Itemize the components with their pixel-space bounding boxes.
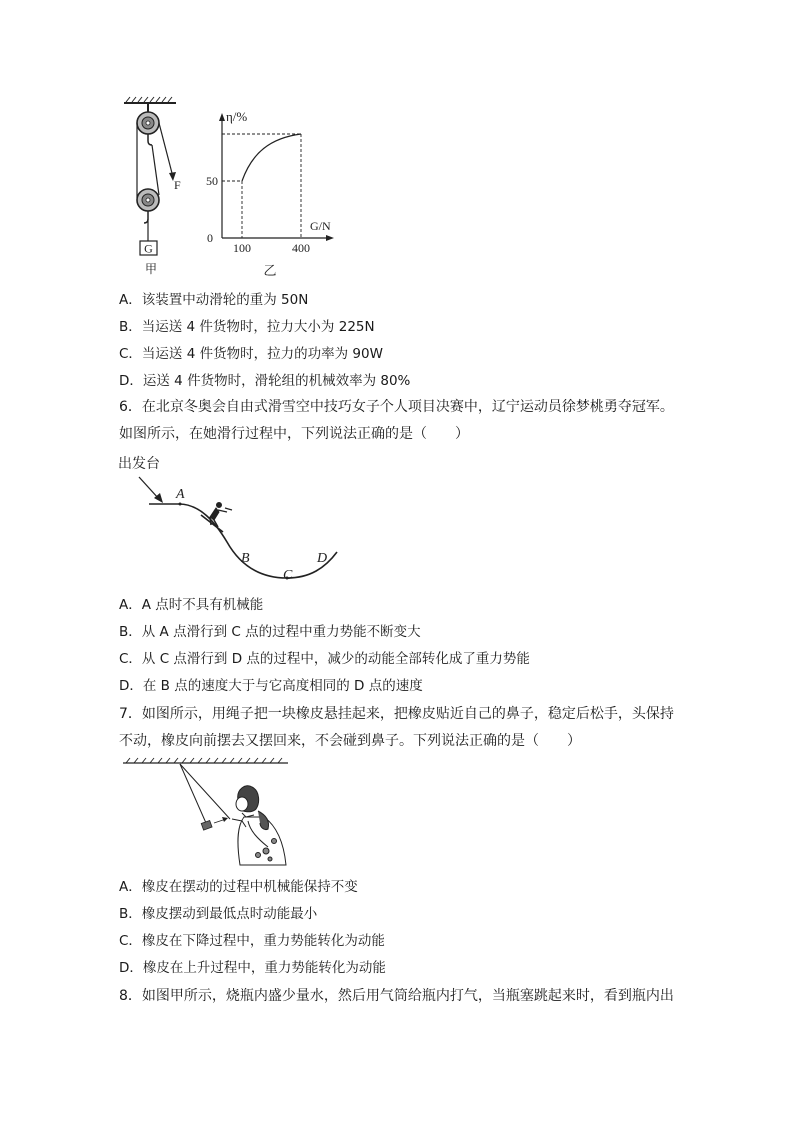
- figure-caption-yi: 乙: [263, 263, 277, 278]
- pendulum-figure: [118, 755, 293, 870]
- girl-figure: [232, 786, 286, 865]
- start-platform-label: 出发台: [118, 456, 160, 472]
- ski-track: [149, 504, 337, 578]
- q5-option-d: D．运送 4 件货物时，滑轮组的机械效率为 80%: [119, 373, 411, 389]
- point-d-label: D: [317, 551, 328, 566]
- q6-stem-line1: 6．在北京冬奥会自由式滑雪空中技巧女子个人项目决赛中，辽宁运动员徐梦桃勇夺冠军。: [119, 399, 674, 415]
- q7-option-b: B．橡皮摆动到最低点时动能最小: [119, 906, 318, 922]
- weight-label: G: [144, 241, 153, 256]
- q6-option-a: A．A 点时不具有机械能: [119, 597, 264, 613]
- graph-y-tick-50: 50: [206, 174, 218, 188]
- ski-track-figure: [115, 450, 355, 590]
- q7-option-d: D．橡皮在上升过程中，重力势能转化为动能: [119, 960, 386, 976]
- figure-caption-jia: 甲: [144, 262, 158, 276]
- graph-x-tick-400: 400: [292, 241, 310, 255]
- q5-option-b: B．当运送 4 件货物时，拉力大小为 225N: [119, 319, 375, 335]
- q6-option-b: B．从 A 点滑行到 C 点的过程中重力势能不断变大: [119, 624, 421, 640]
- q7-stem-line2: 不动，橡皮向前摆去又摆回来，不会碰到鼻子。下列说法正确的是（ ）: [119, 733, 581, 749]
- q6-option-c: C．从 C 点滑行到 D 点的过程中，减少的动能全部转化成了重力势能: [119, 651, 530, 667]
- q5-option-c: C．当运送 4 件货物时，拉力的功率为 90W: [119, 346, 383, 362]
- q7-option-c: C．橡皮在下降过程中，重力势能转化为动能: [119, 933, 385, 949]
- point-c-label: C: [283, 568, 293, 583]
- force-label: F: [174, 178, 181, 192]
- pulley-figure: [118, 95, 198, 280]
- skier-figure: [201, 503, 232, 533]
- point-b-label: B: [241, 551, 250, 566]
- q6-option-d: D．在 B 点的速度大于与它高度相同的 D 点的速度: [119, 678, 423, 694]
- q7-option-a: A．橡皮在摆动的过程中机械能保持不变: [119, 879, 358, 895]
- q8-stem-line1: 8．如图甲所示，烧瓶内盛少量水，然后用气筒给瓶内打气，当瓶塞跳起来时，看到瓶内出: [119, 988, 674, 1004]
- point-a-label: A: [176, 487, 185, 502]
- graph-y-label: η/%: [226, 109, 248, 124]
- graph-x-tick-100: 100: [233, 241, 251, 255]
- q6-stem-line2: 如图所示，在她滑行过程中，下列说法正确的是（ ）: [119, 426, 469, 442]
- q5-option-a: A．该装置中动滑轮的重为 50N: [119, 292, 309, 308]
- efficiency-graph: [200, 108, 345, 283]
- q7-stem-line1: 7．如图所示，用绳子把一块橡皮悬挂起来，把橡皮贴近自己的鼻子，稳定后松手，头保持: [119, 706, 674, 722]
- graph-x-label: G/N: [310, 219, 331, 233]
- graph-origin-label: 0: [207, 231, 213, 245]
- efficiency-curve: [242, 134, 301, 181]
